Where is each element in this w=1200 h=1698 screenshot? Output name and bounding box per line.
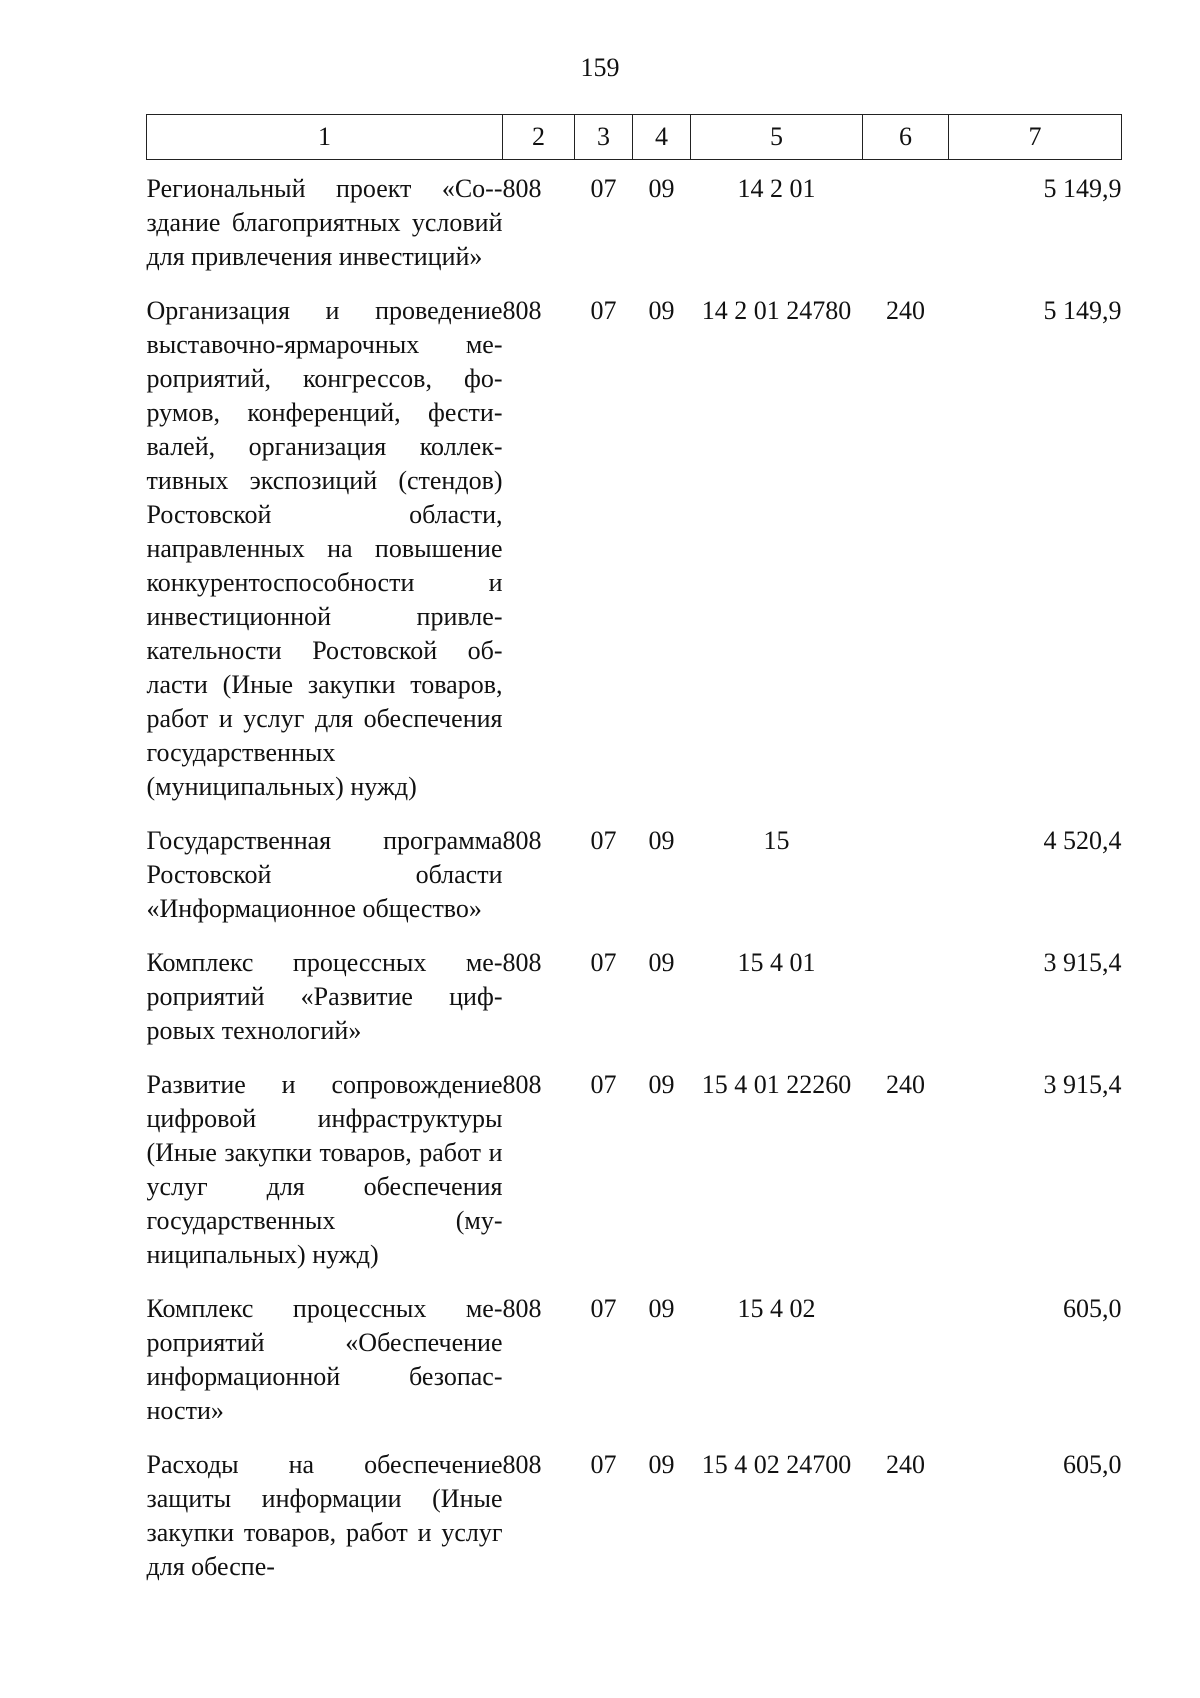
- row-expense-type: [863, 1280, 949, 1436]
- row-target-article: 15 4 01 22260: [701, 1070, 852, 1099]
- table-row: [147, 1280, 1122, 1436]
- row-subsection: 09: [648, 948, 675, 977]
- row-section: 07: [590, 296, 617, 325]
- col-header-3: 3: [575, 115, 633, 160]
- col-header-2: 2: [503, 115, 575, 160]
- row-amount: 3 915,4: [1043, 1070, 1122, 1099]
- row-section: 07: [590, 1294, 617, 1323]
- row-amount: 4 520,4: [1043, 826, 1122, 855]
- row-target-article: 15 4 02: [737, 1294, 816, 1323]
- row-subsection: 09: [648, 174, 675, 203]
- row-amount: 605,0: [1063, 1450, 1122, 1479]
- row-grbs: 808: [502, 1294, 542, 1323]
- row-expense-type: 240: [886, 296, 925, 325]
- row-expense-type: 240: [886, 1070, 925, 1099]
- row-amount: 5 149,9: [1043, 174, 1122, 203]
- row-subsection: 09: [648, 1070, 675, 1099]
- col-header-6: 6: [863, 115, 949, 160]
- header-row: [147, 115, 1122, 160]
- row-expense-type: [863, 934, 949, 1056]
- row-expense-type: [863, 160, 949, 283]
- row-subsection: 09: [648, 1450, 675, 1479]
- row-amount: 605,0: [1063, 1294, 1122, 1323]
- row-section: 07: [590, 948, 617, 977]
- row-expense-type: [863, 812, 949, 934]
- table-row: [147, 1436, 1122, 1592]
- row-amount: 3 915,4: [1043, 948, 1122, 977]
- table-body: [147, 160, 1122, 1593]
- row-target-article: 15 4 01: [737, 948, 816, 977]
- row-grbs: 808: [502, 948, 542, 977]
- col-header-7: 7: [949, 115, 1122, 160]
- row-target-article: 14 2 01: [737, 174, 816, 203]
- row-section: 07: [590, 1450, 617, 1479]
- row-grbs: 808: [502, 1070, 542, 1099]
- row-name: Комплекс процессных мероприятий «Развитие цифровых технологий»: [146, 948, 503, 1045]
- row-grbs: 808: [502, 296, 542, 325]
- row-expense-type: 240: [886, 1450, 925, 1479]
- row-target-article: 15: [763, 826, 790, 855]
- row-target-article: 14 2 01 24780: [701, 296, 852, 325]
- row-subsection: 09: [648, 296, 675, 325]
- table-row: [147, 282, 1122, 812]
- table-row: [147, 160, 1122, 283]
- row-grbs: 808: [502, 1450, 542, 1479]
- col-header-5: 5: [691, 115, 863, 160]
- col-header-4: 4: [633, 115, 691, 160]
- row-section: 07: [590, 826, 617, 855]
- row-subsection: 09: [648, 826, 675, 855]
- row-grbs: 808: [502, 174, 542, 203]
- row-amount: 5 149,9: [1043, 296, 1122, 325]
- row-name: Развитие и сопровождение цифровой инфраструктуры (Иные закупки товаров, работ и услуг для обеспечения государственных (муниципальных) нужд): [146, 1070, 503, 1269]
- row-name: Расходы на обеспечение защиты информации (Иные закупки товаров, работ и услуг для обеспе-: [146, 1450, 503, 1581]
- row-name: Региональный проект «Со-здание благоприятных условий для привлечения инвестиций»: [146, 174, 503, 271]
- table-row: [147, 1056, 1122, 1280]
- row-section: 07: [590, 1070, 617, 1099]
- table-row: [147, 812, 1122, 934]
- row-section: 07: [590, 174, 617, 203]
- table-header: [147, 115, 1122, 160]
- row-name: Комплекс процессных мероприятий «Обеспечение информационной безопасности»: [146, 1294, 503, 1425]
- table-row: [147, 934, 1122, 1056]
- budget-table: [146, 114, 1122, 1592]
- row-subsection: 09: [648, 1294, 675, 1323]
- row-name: Организация и проведение выставочно-ярмарочных мероприятий, конгрессов, форумов, конференций, фестивалей, организация коллективных экспозиций (стендов) Ростовской области, направленных на повышение конкурентоспособности и инвестиционной привлекательности Ростовской области (Иные закупки товаров, работ и услуг для обеспечения государственных (муниципальных) нужд): [146, 296, 503, 801]
- row-name: Государственная программа Ростовской области «Информационное общество»: [146, 826, 503, 923]
- row-grbs: 808: [502, 826, 542, 855]
- col-header-1: 1: [147, 115, 503, 160]
- page-number: 159: [580, 53, 620, 82]
- row-target-article: 15 4 02 24700: [701, 1450, 852, 1479]
